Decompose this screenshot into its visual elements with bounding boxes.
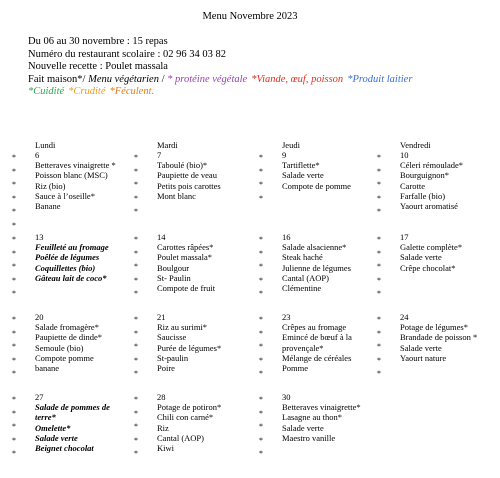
menu-item: Paupiette de veau xyxy=(157,170,217,181)
category-star-cuidite: * xyxy=(12,207,16,216)
menu-item: Farfalle (bio) xyxy=(400,190,446,201)
menu-item: Purée de légumes* xyxy=(157,342,222,353)
category-star-viande: * xyxy=(377,275,381,285)
day-cell xyxy=(377,140,500,216)
category-star-feculent: * xyxy=(377,289,381,298)
category-star-viande: * xyxy=(259,153,263,162)
menu-item: Betteraves vinaigrette* xyxy=(282,402,361,412)
category-star-cuidite: * xyxy=(134,422,138,431)
intro-block xyxy=(28,36,493,99)
menu-item: Mont blanc xyxy=(157,190,196,201)
category-star-cuidite: * xyxy=(377,315,381,324)
category-star-cuidite: * xyxy=(377,180,381,189)
category-star-laitier: * xyxy=(259,275,263,285)
category-star-laitier: * xyxy=(134,328,138,338)
intro-phone: Numéro du restaurant scolaire : 02 96 34 03 82 xyxy=(28,48,226,60)
menu-item: Crêpe chocolat* xyxy=(400,262,456,273)
menu-item: Salade verte xyxy=(400,252,442,263)
menu-item: provençale* xyxy=(282,342,324,353)
day-number: 7 xyxy=(157,150,162,160)
menu-item: Galette complète* xyxy=(400,242,463,252)
legend-vegetarien: Menu végétarien xyxy=(88,73,159,85)
menu-item: Saucisse xyxy=(157,332,187,343)
menu-item: Céleri rémoulade* xyxy=(400,160,464,170)
category-star-crudite: * xyxy=(259,180,263,189)
menu-item: Paupiette de dinde* xyxy=(35,332,103,343)
day-number: 16 xyxy=(282,232,291,242)
day-number: 17 xyxy=(400,232,409,242)
legend-crudite: *Crudité xyxy=(68,86,106,98)
category-star-crudite: * xyxy=(259,355,263,365)
legend-feculent: *Féculent. xyxy=(109,86,155,98)
category-star-crudite: * xyxy=(12,342,16,351)
category-star-viande: * xyxy=(12,395,16,404)
menu-item: Salade verte xyxy=(400,342,442,353)
menu-item: Poisson blanc (MSC) xyxy=(35,170,108,181)
day-number: 10 xyxy=(400,150,409,160)
category-star-cuidite: * xyxy=(12,355,16,365)
menu-item: Yaourt nature xyxy=(400,352,447,363)
day-number: 30 xyxy=(282,392,291,402)
menu-item: banane xyxy=(35,363,60,374)
menu-item: Carotte xyxy=(400,180,426,191)
category-star-cuidite: * xyxy=(134,342,138,351)
menu-item: terre* xyxy=(35,412,56,423)
legend-prefix: Fait maison*/ xyxy=(28,73,89,85)
weekday-label: Lundi xyxy=(35,140,56,150)
menu-item: Kiwi xyxy=(157,443,174,454)
menu-item: Feuilleté au fromage xyxy=(35,242,109,252)
menu-item: Omelette* xyxy=(35,422,71,433)
menu-item: Salade verte xyxy=(35,432,78,443)
menu-item: Banane xyxy=(35,201,61,212)
legend-laitier: *Produit laitier xyxy=(347,73,413,85)
category-star-crudite: * xyxy=(259,289,263,298)
menu-item: Riz xyxy=(157,422,169,433)
day-cell xyxy=(259,392,400,458)
menu-item: Mélange de céréales xyxy=(282,352,352,363)
legend-line-1 xyxy=(28,74,493,87)
category-star-cuidite: * xyxy=(12,435,16,445)
category-star-viande: * xyxy=(12,275,16,285)
menu-item: St- Paulin xyxy=(157,272,191,283)
category-star-laitier: * xyxy=(134,408,138,418)
category-star-laitier: * xyxy=(377,166,381,176)
category-star-viande: * xyxy=(259,342,263,351)
weekday-label: Jeudi xyxy=(282,140,300,150)
menu-item: Coquillettes (bio) xyxy=(35,262,96,273)
category-star-laitier: * xyxy=(12,408,16,418)
menu-item: Riz (bio) xyxy=(35,180,66,191)
menu-item: Petits pois carottes xyxy=(157,180,221,191)
category-star-proteine: * xyxy=(12,289,16,298)
category-star-laitier: * xyxy=(134,275,138,285)
menu-item: Steak haché xyxy=(282,252,323,263)
intro-new-recipe: Nouvelle recette : Poulet massala xyxy=(28,61,168,73)
category-star-viande: * xyxy=(377,235,381,244)
legend-cuidite: *Cuidité xyxy=(28,86,65,98)
category-star-cuidite: * xyxy=(134,193,138,203)
day-number: 20 xyxy=(35,312,44,322)
menu-item: Lasagne au thon* xyxy=(282,412,342,423)
menu-item: Carottes râpées* xyxy=(157,242,214,252)
menu-calendar xyxy=(0,140,500,470)
category-star-laitier: * xyxy=(134,166,138,176)
category-star-laitier: * xyxy=(259,408,263,418)
category-star-cuidite: * xyxy=(12,180,16,189)
menu-item: Boulgour xyxy=(157,262,190,273)
category-star-viande: * xyxy=(134,153,138,162)
category-star-crudite: * xyxy=(134,289,138,298)
menu-item: Salade verte xyxy=(282,422,324,433)
menu-item: Cantal (AOP) xyxy=(282,272,329,283)
menu-item: Bourguignon* xyxy=(400,170,449,181)
weekday-label: Vendredi xyxy=(400,140,431,150)
category-star-viande: * xyxy=(377,342,381,351)
day-number: 6 xyxy=(35,150,40,160)
day-number: 24 xyxy=(400,312,409,322)
category-star-laitier: * xyxy=(134,435,138,445)
menu-item: Gâteau lait de coco* xyxy=(35,272,107,283)
menu-item: Cantal (AOP) xyxy=(157,432,204,443)
menu-item: Compote de fruit xyxy=(157,283,216,294)
menu-item: Potage de potiron* xyxy=(157,402,222,412)
menu-item: Taboulé (bio)* xyxy=(157,160,208,170)
menu-item: Tartiflette* xyxy=(282,160,320,170)
category-star-feculent: * xyxy=(377,207,381,216)
category-star-cuidite: * xyxy=(134,207,138,216)
legend-line-2 xyxy=(28,86,493,99)
menu-item: Poulet massala* xyxy=(157,252,213,263)
menu-item: Julienne de légumes xyxy=(282,262,351,273)
category-star-cuidite: * xyxy=(259,328,263,338)
menu-item: Beignet chocolat xyxy=(35,443,94,454)
category-star-cuidite: * xyxy=(259,369,263,378)
category-star-viande: * xyxy=(259,248,263,258)
menu-item: Emincé de bœuf à la xyxy=(282,332,352,343)
day-number: 13 xyxy=(35,232,44,242)
weekday-label: Mardi xyxy=(157,140,178,150)
day-number: 14 xyxy=(157,232,166,242)
menu-item: Salade de pommes de xyxy=(35,402,110,412)
category-star-viande: * xyxy=(134,248,138,258)
category-star-viande: * xyxy=(377,153,381,162)
category-star-cuidite: * xyxy=(134,369,138,378)
menu-item: Chili con carné* xyxy=(157,412,214,423)
category-star-crudite: * xyxy=(259,235,263,244)
menu-item: St-paulin xyxy=(157,352,189,363)
category-star-cuidite: * xyxy=(12,422,16,431)
category-star-laitier: * xyxy=(12,166,16,176)
category-star-laitier: * xyxy=(12,328,16,338)
day-cell xyxy=(377,312,500,378)
menu-item: Compote de pomme xyxy=(282,180,351,191)
legend-viande: *Viande, œuf, poisson xyxy=(251,73,344,85)
category-star-viande: * xyxy=(12,153,16,162)
category-star-viande: * xyxy=(134,315,138,324)
menu-item: Compote pomme xyxy=(35,352,94,363)
category-star-viande: * xyxy=(377,355,381,365)
day-number: 28 xyxy=(157,392,166,402)
category-star-cuidite: * xyxy=(377,369,381,378)
day-cell xyxy=(377,232,500,298)
menu-item: Riz au surimi* xyxy=(157,322,208,332)
category-star-cuidite: * xyxy=(12,262,16,271)
menu-item: Crêpes au fromage xyxy=(282,322,347,332)
category-star-laitier: * xyxy=(259,315,263,324)
category-star-laitier: * xyxy=(12,248,16,258)
category-star-crudite: * xyxy=(259,422,263,431)
menu-item: Sauce à l’oseille* xyxy=(35,190,95,201)
menu-item: Betteraves vinaigrette * xyxy=(35,160,116,170)
menu-item: Potage de légumes* xyxy=(400,322,468,332)
category-star-cuidite: * xyxy=(377,193,381,203)
day-number: 23 xyxy=(282,312,291,322)
category-star-cuidite: * xyxy=(259,435,263,445)
category-star-viande: * xyxy=(12,315,16,324)
category-star-cuidite: * xyxy=(377,328,381,338)
menu-item: Salade fromagère* xyxy=(35,322,99,332)
menu-item: Poêlée de légumes xyxy=(35,252,100,263)
category-star-cuidite: * xyxy=(259,395,263,404)
category-star-viande: * xyxy=(12,235,16,244)
day-number: 21 xyxy=(157,312,166,322)
menu-item: Poire xyxy=(157,363,175,374)
legend-sep: / xyxy=(158,73,168,85)
category-star-cuidite: * xyxy=(134,180,138,189)
category-star-cuidite: * xyxy=(12,220,16,230)
category-star-viande: * xyxy=(259,449,263,458)
day-number: 27 xyxy=(35,392,44,402)
category-star-viande: * xyxy=(134,395,138,404)
category-star-cuidite: * xyxy=(377,248,381,258)
category-star-cuidite: * xyxy=(134,262,138,271)
category-star-cuidite: * xyxy=(259,166,263,176)
category-star-crudite: * xyxy=(134,355,138,365)
category-star-laitier: * xyxy=(12,193,16,203)
menu-item: Yaourt aromatisé xyxy=(400,201,458,212)
menu-item: Clémentine xyxy=(282,283,322,294)
menu-item: Salade verte xyxy=(282,170,324,181)
menu-item: Salade alsacienne* xyxy=(282,242,347,252)
category-star-cuidite: * xyxy=(12,369,16,378)
category-star-cuidite: * xyxy=(259,262,263,271)
menu-item: Brandade de poisson * xyxy=(400,332,478,343)
category-star-laitier: * xyxy=(12,449,16,458)
legend-proteine: * protéine végétale xyxy=(167,73,248,85)
menu-item: Maestro vanille xyxy=(282,432,336,443)
category-star-crudite: * xyxy=(134,235,138,244)
menu-title: Menu Novembre 2023 xyxy=(202,11,298,22)
category-star-viande: * xyxy=(134,449,138,458)
category-star-cuidite: * xyxy=(259,193,263,203)
menu-item: Semoule (bio) xyxy=(35,342,84,353)
menu-item: Pomme xyxy=(282,363,308,374)
category-star-cuidite: * xyxy=(377,262,381,271)
day-number: 9 xyxy=(282,150,287,160)
intro-dates: Du 06 au 30 novembre : 15 repas xyxy=(28,36,168,47)
